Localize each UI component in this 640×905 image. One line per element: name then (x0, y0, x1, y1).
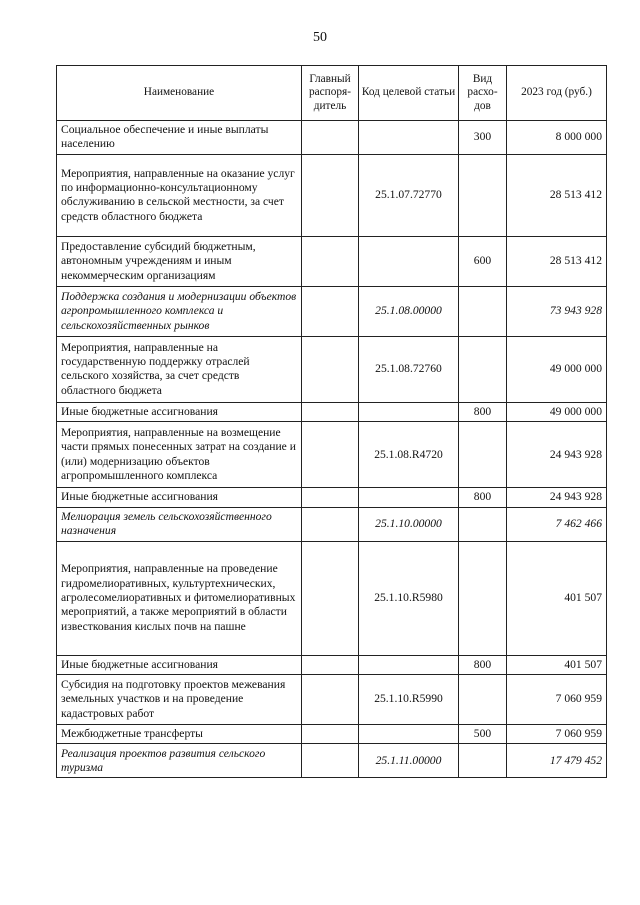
row-type-cell (459, 422, 507, 488)
table-row (57, 121, 607, 155)
row-type-cell (459, 336, 507, 402)
row-code-cell: 25.1.08.R4720 (359, 422, 459, 488)
row-code-cell: 25.1.08.00000 (359, 286, 459, 336)
row-type-cell: 800 (459, 488, 507, 507)
table-row (57, 725, 607, 744)
header-code: Код целевой статьи (359, 66, 459, 121)
row-name-cell: Иные бюджетные ассигнования (57, 488, 302, 507)
table-row (57, 507, 607, 541)
row-name-cell: Мероприятия, направленные на государственную поддержку отраслей сельского хозяйства, за счет средств областного бюджета (57, 336, 302, 402)
row-code-cell: 25.1.10.00000 (359, 507, 459, 541)
budget-table (56, 65, 607, 778)
table-row (57, 236, 607, 286)
row-amount-cell: 24 943 928 (507, 488, 607, 507)
row-amount-cell: 7 060 959 (507, 725, 607, 744)
row-name-cell: Мероприятия, направленные на возмещение части прямых понесенных затрат на создание и (или) модернизацию объектов агропромышленного комплекса (57, 422, 302, 488)
row-code-cell: 25.1.11.00000 (359, 744, 459, 778)
header-admin: Главный распоря-дитель (302, 66, 359, 121)
row-amount-cell: 73 943 928 (507, 286, 607, 336)
row-admin-cell (302, 655, 359, 674)
row-admin-cell (302, 336, 359, 402)
row-admin-cell (302, 675, 359, 725)
row-name-cell: Иные бюджетные ассигнования (57, 655, 302, 674)
row-amount-cell: 49 000 000 (507, 336, 607, 402)
table-header-row (57, 66, 607, 121)
row-code-cell: 25.1.10.R5980 (359, 541, 459, 655)
table-row (57, 488, 607, 507)
row-amount-cell: 24 943 928 (507, 422, 607, 488)
row-name-cell: Иные бюджетные ассигнования (57, 402, 302, 421)
row-admin-cell (302, 744, 359, 778)
row-amount-cell: 17 479 452 (507, 744, 607, 778)
row-type-cell (459, 507, 507, 541)
row-name-cell: Предоставление субсидий бюджетным, автономным учреждениям и иным некоммерческим организациям (57, 236, 302, 286)
table-row (57, 336, 607, 402)
row-code-cell (359, 488, 459, 507)
row-admin-cell (302, 402, 359, 421)
row-code-cell: 25.1.10.R5990 (359, 675, 459, 725)
row-amount-cell: 7 060 959 (507, 675, 607, 725)
row-name-cell: Поддержка создания и модернизации объектов агропромышленного комплекса и сельскохозяйственных рынков (57, 286, 302, 336)
header-amount: 2023 год (руб.) (507, 66, 607, 121)
row-type-cell (459, 675, 507, 725)
row-admin-cell (302, 154, 359, 236)
header-type: Вид расхо-дов (459, 66, 507, 121)
row-type-cell (459, 541, 507, 655)
row-admin-cell (302, 725, 359, 744)
header-name: Наименование (57, 66, 302, 121)
table-row (57, 541, 607, 655)
table-body (57, 121, 607, 778)
row-amount-cell: 28 513 412 (507, 236, 607, 286)
table-row (57, 422, 607, 488)
row-amount-cell: 401 507 (507, 655, 607, 674)
row-type-cell: 800 (459, 655, 507, 674)
row-name-cell: Мероприятия, направленные на оказание услуг по информационно-консультационному обслуживанию в сельской местности, за счет средств областного бюджета (57, 154, 302, 236)
table-row (57, 744, 607, 778)
row-type-cell: 800 (459, 402, 507, 421)
row-admin-cell (302, 286, 359, 336)
row-type-cell: 300 (459, 121, 507, 155)
row-code-cell (359, 725, 459, 744)
row-amount-cell: 401 507 (507, 541, 607, 655)
row-type-cell (459, 154, 507, 236)
row-code-cell: 25.1.07.72770 (359, 154, 459, 236)
table-row (57, 402, 607, 421)
row-amount-cell: 7 462 466 (507, 507, 607, 541)
table-row (57, 675, 607, 725)
row-amount-cell: 49 000 000 (507, 402, 607, 421)
table-row (57, 655, 607, 674)
row-admin-cell (302, 541, 359, 655)
row-name-cell: Субсидия на подготовку проектов межевания земельных участков и на проведение кадастровых работ (57, 675, 302, 725)
table-row (57, 154, 607, 236)
row-code-cell (359, 655, 459, 674)
row-name-cell: Мероприятия, направленные на проведение гидромелиоративных, культуртехнических, агролесомелиоративных и фитомелиоративных мероприятий, а также мероприятий в области известкования кислых почв на пашне (57, 541, 302, 655)
row-admin-cell (302, 422, 359, 488)
row-amount-cell: 8 000 000 (507, 121, 607, 155)
row-type-cell (459, 744, 507, 778)
row-name-cell: Реализация проектов развития сельского туризма (57, 744, 302, 778)
row-name-cell: Межбюджетные трансферты (57, 725, 302, 744)
row-code-cell (359, 121, 459, 155)
row-admin-cell (302, 236, 359, 286)
row-type-cell: 500 (459, 725, 507, 744)
row-type-cell (459, 286, 507, 336)
row-admin-cell (302, 488, 359, 507)
row-amount-cell: 28 513 412 (507, 154, 607, 236)
row-name-cell: Социальное обеспечение и иные выплаты населению (57, 121, 302, 155)
row-code-cell (359, 402, 459, 421)
table-row (57, 286, 607, 336)
row-admin-cell (302, 507, 359, 541)
row-admin-cell (302, 121, 359, 155)
row-type-cell: 600 (459, 236, 507, 286)
row-code-cell (359, 236, 459, 286)
row-code-cell: 25.1.08.72760 (359, 336, 459, 402)
row-name-cell: Мелиорация земель сельскохозяйственного назначения (57, 507, 302, 541)
page-number: 50 (313, 30, 327, 45)
